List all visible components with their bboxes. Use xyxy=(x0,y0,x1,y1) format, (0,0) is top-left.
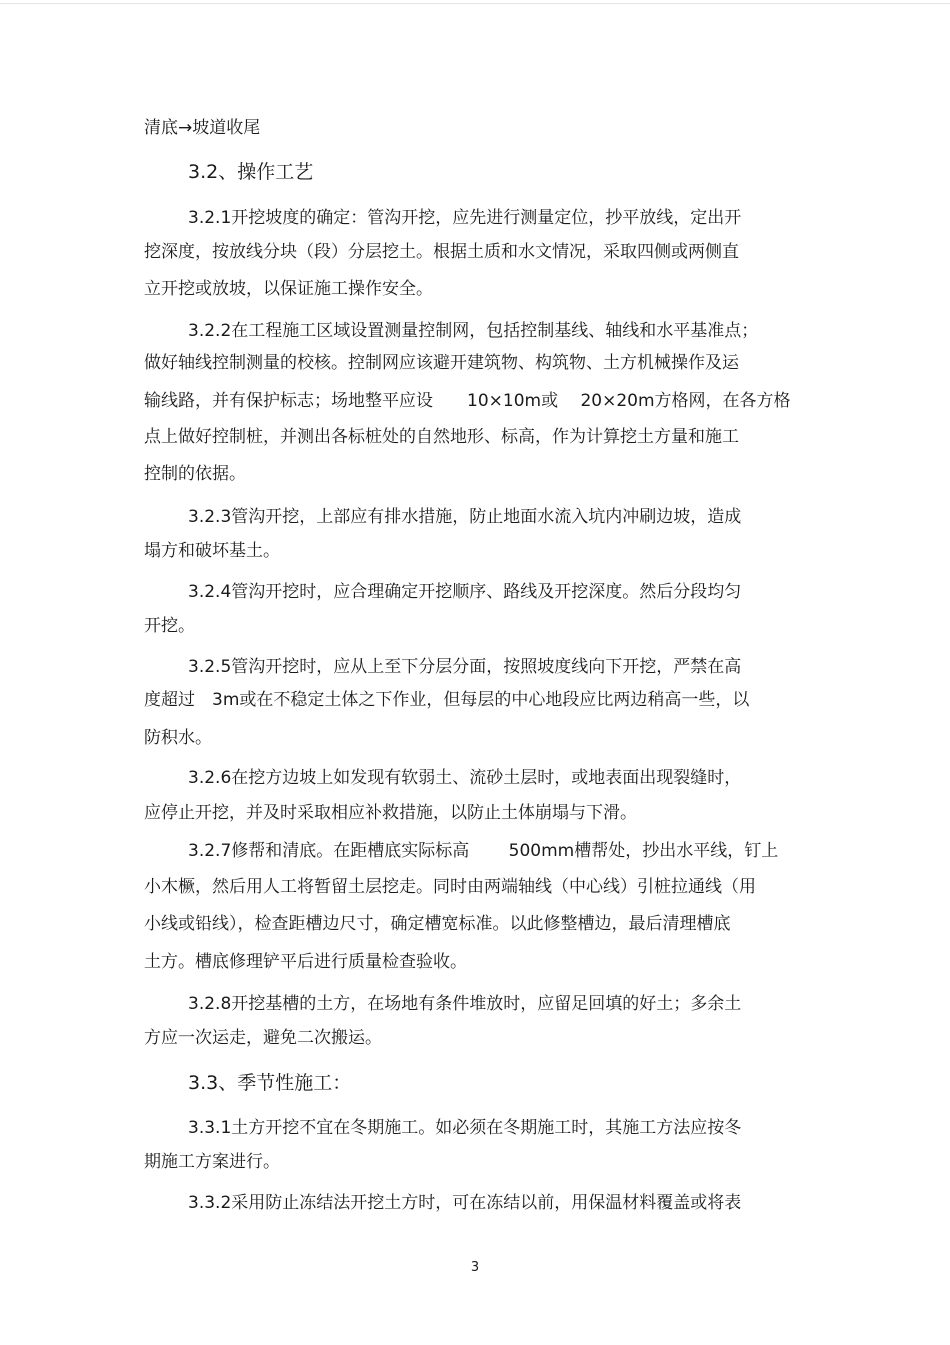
paragraph-line: 3.2.8开挖基槽的土方，在场地有条件堆放时，应留足回填的好土；多余土 xyxy=(188,994,742,1014)
paragraph-line: 方应一次运走，避免二次搬运。 xyxy=(144,1028,382,1048)
paragraph-line: 做好轴线控制测量的校核。控制网应该避开建筑物、构筑物、土方机械操作及运 xyxy=(144,353,739,373)
paragraph-line: 3.3.1土方开挖不宜在冬期施工。如必须在冬期施工时，其施工方法应按冬 xyxy=(188,1118,742,1138)
paragraph-line: 点上做好控制桩，并测出各标桩处的自然地形、标高，作为计算挖土方量和施工 xyxy=(144,427,739,447)
paragraph-line: 开挖。 xyxy=(144,616,195,636)
paragraph-line: 输线路，并有保护标志；场地整平应设 10×10m或 20×20m方格网，在各方格 xyxy=(144,391,791,411)
paragraph-line: 3.2.1开挖坡度的确定：管沟开挖，应先进行测量定位，抄平放线，定出开 xyxy=(188,208,742,228)
paragraph-line: 3.2.7修帮和清底。在距槽底实际标高 500mm槽帮处，抄出水平线，钉上 xyxy=(188,841,779,861)
page-number: 3 xyxy=(470,1260,480,1275)
paragraph-line: 度超过 3m或在不稳定土体之下作业，但每层的中心地段应比两边稍高一些，以 xyxy=(144,690,750,710)
paragraph-line: 控制的依据。 xyxy=(144,464,246,484)
paragraph-line: 3.2.5管沟开挖时，应从上至下分层分面，按照坡度线向下开挖，严禁在高 xyxy=(188,657,742,677)
paragraph-line: 塌方和破坏基土。 xyxy=(144,541,280,561)
paragraph-line: 3.2.2在工程施工区域设置测量控制网，包括控制基线、轴线和水平基准点； xyxy=(188,321,759,341)
section-heading: 3.3、季节性施工： xyxy=(188,1072,352,1094)
paragraph-line: 立开挖或放坡，以保证施工操作安全。 xyxy=(144,279,433,299)
paragraph-line: 期施工方案进行。 xyxy=(144,1152,280,1172)
paragraph-line: 3.2.4管沟开挖时，应合理确定开挖顺序、路线及开挖深度。然后分段均匀 xyxy=(188,582,742,602)
paragraph-line: 3.2.3管沟开挖，上部应有排水措施，防止地面水流入坑内冲刷边坡，造成 xyxy=(188,507,742,527)
page-top-border xyxy=(0,3,950,4)
section-heading: 3.2、操作工艺 xyxy=(188,161,314,183)
paragraph-line: 小线或铅线），检查距槽边尺寸，确定槽宽标准。以此修整槽边，最后清理槽底 xyxy=(144,914,731,934)
paragraph-line: 小木橛，然后用人工将暂留土层挖走。同时由两端轴线（中心线）引桩拉通线（用 xyxy=(144,877,756,897)
paragraph-line: 应停止开挖，并及时采取相应补救措施，以防止土体崩塌与下滑。 xyxy=(144,803,637,823)
text-line: 清底→坡道收尾 xyxy=(144,118,261,138)
paragraph-line: 挖深度，按放线分块（段）分层挖土。根据土质和水文情况，采取四侧或两侧直 xyxy=(144,242,739,262)
paragraph-line: 防积水。 xyxy=(144,728,212,748)
paragraph-line: 3.3.2采用防止冻结法开挖土方时，可在冻结以前，用保温材料覆盖或将表 xyxy=(188,1193,742,1213)
paragraph-line: 3.2.6在挖方边坡上如发现有软弱土、流砂土层时，或地表面出现裂缝时， xyxy=(188,768,742,788)
paragraph-line: 土方。槽底修理铲平后进行质量检查验收。 xyxy=(144,952,467,972)
